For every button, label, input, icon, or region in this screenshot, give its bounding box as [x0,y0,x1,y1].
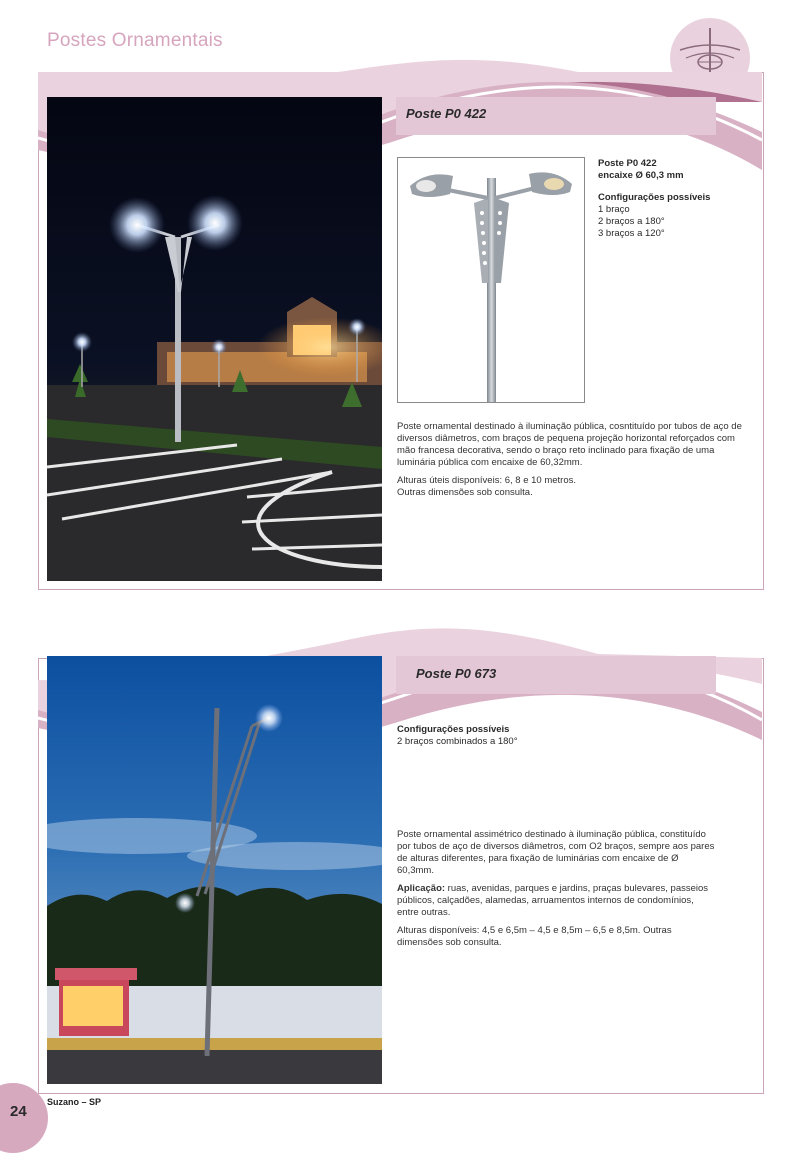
config-item: 1 braço [598,204,630,215]
config-title: Configurações possíveis [397,724,510,735]
consult-text: Outras dimensões sob consulta. [397,487,533,498]
description-text: Poste ornamental assimétrico destinado à iluminação pública, constituído por tubos de aço de diversos diâmetros, com O2 braços, sempre aos pares de alturas diferentes, para fixação de luminárias com encaixe de Ø 60,3mm. [397,829,715,876]
product-title: Poste P0 673 [416,666,497,681]
page-title: Postes Ornamentais [47,30,223,51]
application-list: ruas, avenidas, parques e jardins, praças bulevares, passeios públicos, calçadões, alamedas, arruamentos internos de condomínios, entre outras. [397,883,709,918]
config-item: 2 braços a 180° [598,216,665,227]
product-specs [397,724,697,748]
spec-socket: encaixe Ø 60,3 mm [598,170,684,181]
product-description [397,829,717,955]
application-label: Aplicação: [397,883,446,894]
description-text: Poste ornamental destinado à iluminação pública, cosntituído por tubos de aço de diversos diâmetros, com braços de pequena projeção horizontal reforçados com mão francesa decorativa, sendo o braço reto inclinado para fixação de uma luminária pública com encaixe de 60,32mm. [397,421,742,468]
application-text [397,883,717,919]
photo-location: Suzano – SP [47,1097,102,1107]
heights-text: Alturas úteis disponíveis: 6, 8 e 10 metros. [397,475,577,486]
config-title: Configurações possíveis [598,192,711,203]
technical-drawing-p0422 [397,157,585,403]
product-specs [598,158,748,240]
config-item: 3 braços a 120° [598,228,665,239]
product-description [397,421,749,499]
product-title: Poste P0 422 [406,106,487,121]
heights-text: Alturas disponíveis: 4,5 e 6,5m – 4,5 e 8,5m – 6,5 e 8,5m. Outras dimensões sob consulta. [397,925,672,948]
product-photo-p0422 [47,97,382,581]
page-number: 24 [10,1103,27,1120]
spec-name: Poste P0 422 [598,158,657,169]
product-photo-p0673 [47,656,382,1084]
config-item: 2 braços combinados a 180° [397,736,518,747]
